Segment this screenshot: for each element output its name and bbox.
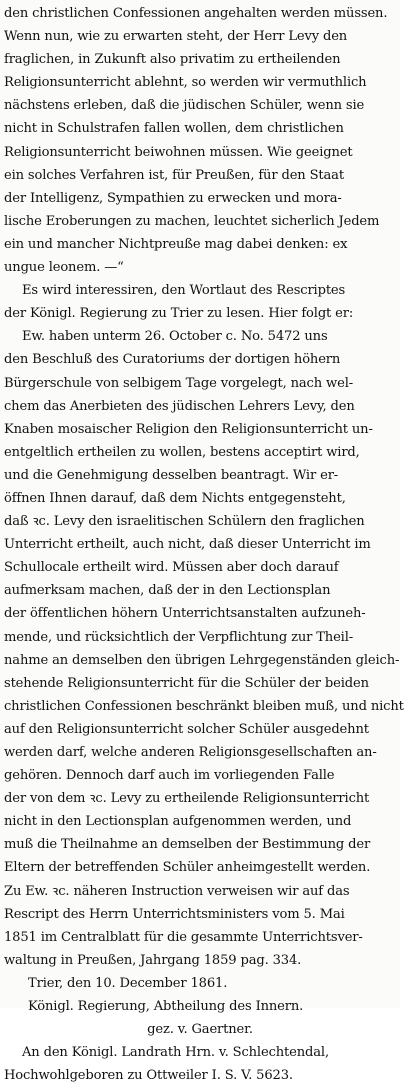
text-line: nächstens erleben, daß die jüdischen Schüler, wenn sie	[4, 98, 365, 114]
text-line: Rescript des Herrn Unterrichtsministers vom 5. Mai	[4, 906, 345, 922]
text-line: Ew. haben unterm 26. October c. No. 5472 uns	[22, 329, 328, 345]
text-line: Religionsunterricht ablehnt, so werden wir vermuthlich	[4, 75, 367, 91]
text-line: Wenn nun, wie zu erwarten steht, der Herr Levy den	[4, 29, 348, 45]
text-line: lische Eroberungen zu machen, leuchtet sicherlich Jedem	[4, 213, 380, 229]
text-line: aufmerksam machen, daß der in den Lectionsplan	[4, 583, 331, 599]
text-line: waltung in Preußen, Jahrgang 1859 pag. 334.	[4, 952, 302, 968]
text-line: Zu Ew. ꝛc. näheren Instruction verweisen wir auf das	[4, 883, 350, 899]
text-line: fraglichen, in Zukunft also privatim zu ertheilenden	[4, 52, 341, 68]
text-line: gehören. Dennoch darf auch im vorliegenden Falle	[4, 768, 335, 784]
article-text	[4, 2, 404, 1087]
text-line: ein solches Verfahren ist, für Preußen, für den Staat	[4, 167, 344, 183]
text-line: muß die Theilnahme an demselben der Bestimmung der	[4, 837, 371, 853]
text-line: den christlichen Confessionen angehalten werden müssen.	[4, 6, 388, 21]
text-line: chem das Anerbieten des jüdischen Lehrers Levy, den	[4, 398, 355, 414]
text-line: öffnen Ihnen darauf, daß dem Nichts entgegensteht,	[4, 490, 346, 506]
text-line: entgeltlich ertheilen zu wollen, bestens acceptirt wird,	[4, 444, 360, 460]
text-line: der Königl. Regierung zu Trier zu lesen. Hier folgt er:	[4, 306, 354, 322]
text-line: Schullocale ertheilt wird. Müssen aber doch darauf	[4, 560, 339, 576]
text-line: mende, und rücksichtlich der Verpflichtung zur Theil-	[4, 629, 354, 645]
address-line: An den Königl. Landrath Hrn. v. Schlechtendal,	[22, 1045, 329, 1061]
text-line: den Beschluß des Curatoriums der dortigen höhern	[4, 352, 341, 368]
authority-line: Königl. Regierung, Abtheilung des Innern.	[28, 999, 304, 1015]
text-line: ein und mancher Nichtpreuße mag dabei denken: ex	[4, 236, 348, 252]
text-line: ungue leonem. —“	[4, 260, 124, 276]
text-line: Es wird interessiren, den Wortlaut des Rescriptes	[22, 283, 346, 299]
text-line: werden darf, welche anderen Religionsgesellschaften an-	[4, 745, 377, 760]
text-line: Eltern der betreffenden Schüler anheimgestellt werden.	[4, 860, 371, 876]
text-line: und die Genehmigung desselben beantragt. Wir er-	[4, 467, 339, 483]
text-line: daß ꝛc. Levy den israelitischen Schülern den fraglichen	[4, 514, 365, 530]
text-line: Bürgerschule von selbigem Tage vorgelegt, nach wel-	[4, 375, 354, 391]
text-line: auf den Religionsunterricht solcher Schüler ausgedehnt	[4, 721, 369, 737]
text-line: der öffentlichen höhern Unterrichtsanstalten aufzuneh-	[4, 606, 366, 622]
text-line: Religionsunterricht beiwohnen müssen. Wie geeignet	[4, 144, 353, 160]
text-line: der von dem ꝛc. Levy zu ertheilende Religionsunterricht	[4, 791, 370, 807]
text-line: nicht in Schulstrafen fallen wollen, dem christlichen	[4, 121, 344, 137]
text-line: nicht in den Lectionsplan aufgenommen werden, und	[4, 814, 352, 830]
text-line: Knaben mosaischer Religion den Religionsunterricht un-	[4, 421, 373, 437]
address-line: Hochwohlgeboren zu Ottweiler I. S. V. 5623.	[4, 1068, 293, 1084]
text-line: der Intelligenz, Sympathien zu erwecken und mora-	[4, 190, 342, 206]
text-line: 1851 im Centralblatt für die gesammte Unterrichtsver-	[4, 929, 363, 945]
text-line: christlichen Confessionen beschränkt bleiben muß, und nicht	[4, 698, 404, 714]
date-line: Trier, den 10. December 1861.	[28, 975, 228, 991]
text-line: stehende Religionsunterricht für die Schüler der beiden	[4, 675, 369, 691]
text-line: Unterricht ertheilt, auch nicht, daß dieser Unterricht im	[4, 537, 371, 553]
signature-line: gez. v. Gaertner.	[147, 1022, 253, 1038]
text-line: nahme an demselben den übrigen Lehrgegenständen gleich-	[4, 652, 400, 668]
